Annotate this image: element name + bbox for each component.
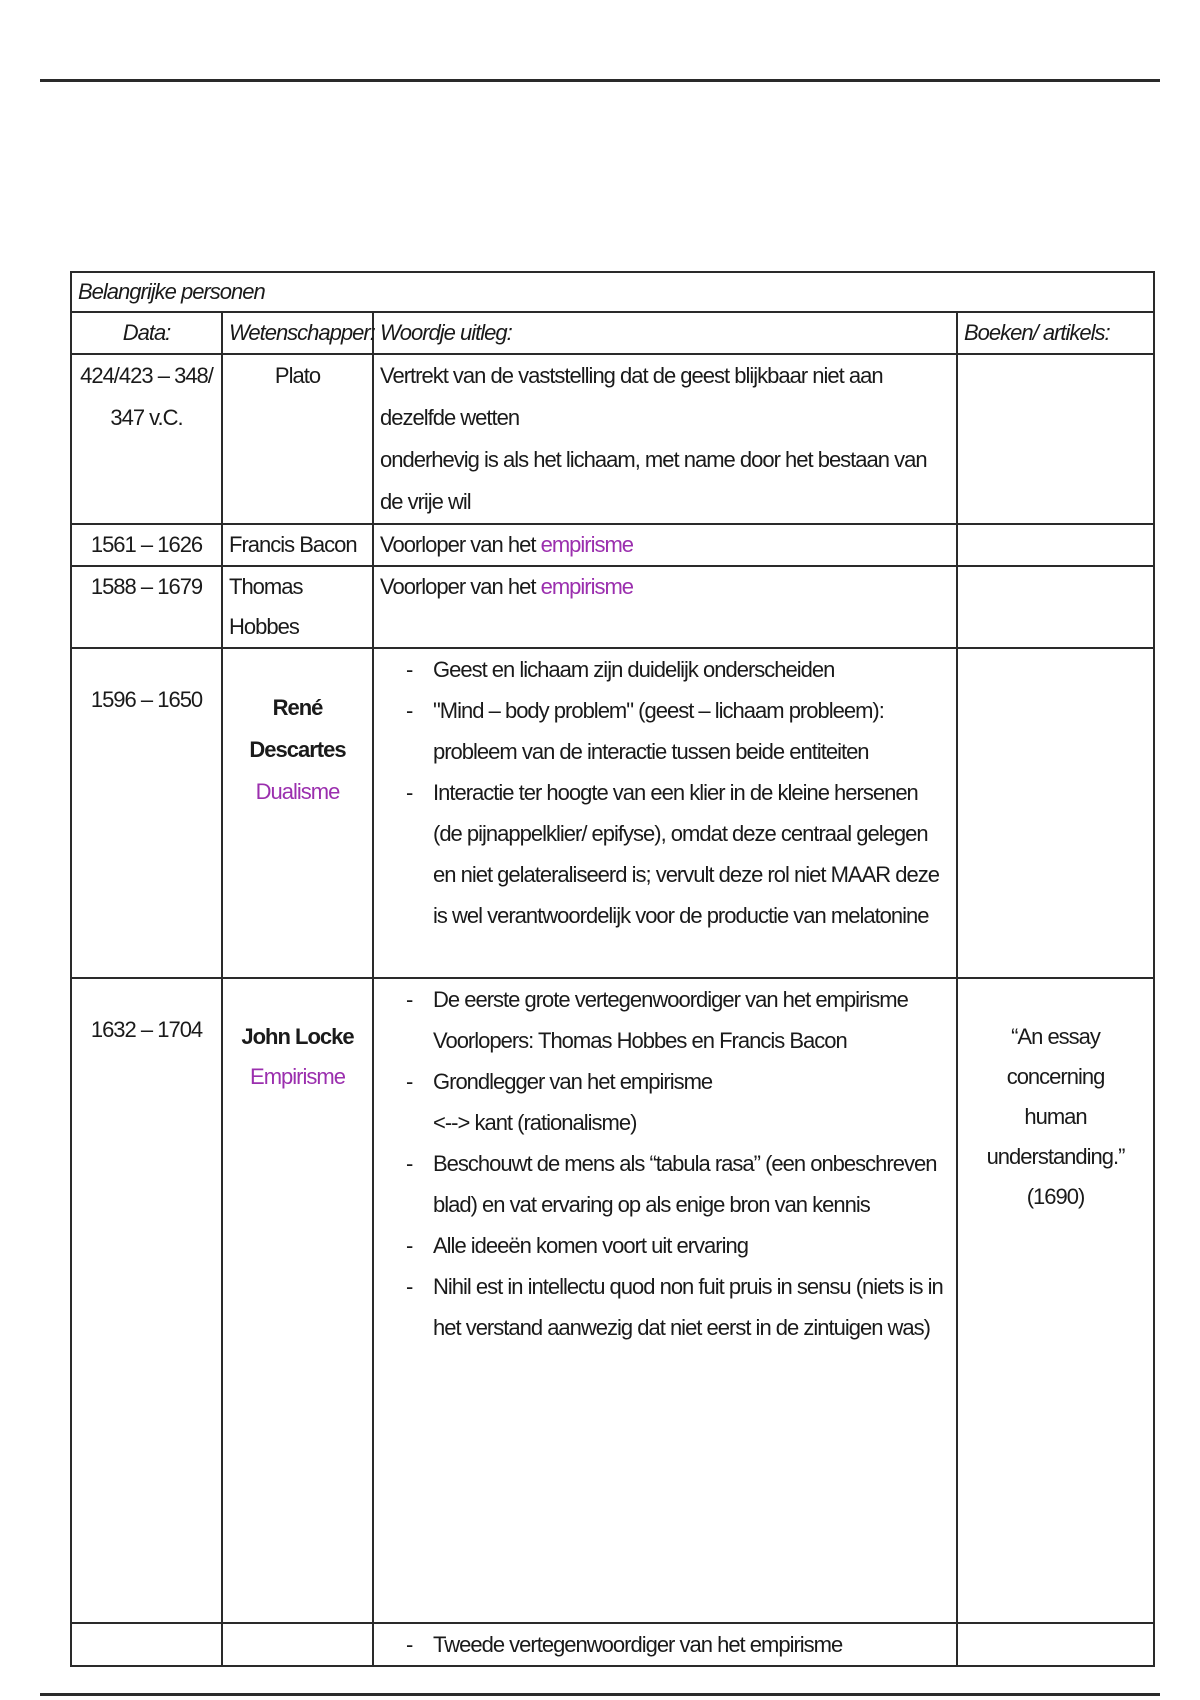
- explanation-cell: [373, 978, 957, 1623]
- table-row: [71, 1623, 1154, 1666]
- school-label: Dualisme: [255, 779, 340, 804]
- scientist-cell: [222, 978, 373, 1623]
- bullet-list: [380, 649, 950, 936]
- books-cell: [957, 648, 1154, 978]
- bullet-item: - Geest en lichaam zijn duidelijk onderscheiden: [380, 649, 950, 690]
- explanation-line: onderhevig is als het lichaam, met name door het bestaan van de vrije wil: [380, 447, 927, 514]
- term-empirisme: empirisme: [540, 532, 634, 557]
- book-title-line: human understanding.”: [986, 1104, 1125, 1169]
- explanation-cell: [373, 648, 957, 978]
- bullet-item: - Interactie ter hoogte van een klier in de kleine hersenen (de pijnappelklier/ epifyse), omdat deze centraal gelegen en niet gelateraliseerd is; vervult deze rol niet MAAR deze is wel verantwoordelijk voor de productie van melatonine: [380, 772, 950, 936]
- date-line: 424/423 – 348/: [80, 363, 213, 388]
- scientist-cell: [222, 648, 373, 978]
- explanation-cell: [373, 354, 957, 524]
- date-cell: [71, 354, 222, 524]
- bullet-item: - Nihil est in intellectu quod non fuit pruis in sensu (niets is in het verstand aanwezig dat niet eerst in de zintuigen was): [380, 1266, 950, 1348]
- table-row: [71, 566, 1154, 648]
- table-row: [71, 648, 1154, 978]
- footer-rule: [40, 1693, 1160, 1696]
- bullet-item: - Beschouwt de mens als “tabula rasa” (een onbeschreven blad) en vat ervaring op als enige bron van kennis: [380, 1143, 950, 1225]
- books-cell: [957, 978, 1154, 1623]
- date-line: 347 v.C.: [110, 405, 183, 430]
- header-data: Data:: [71, 312, 222, 354]
- table-title-row: [71, 272, 1154, 312]
- scientist-name: René Descartes: [249, 695, 346, 762]
- scientist-name: Francis Bacon: [222, 524, 373, 566]
- books-cell: [957, 524, 1154, 566]
- explanation-cell: [373, 566, 957, 648]
- bullet-list: [380, 1061, 950, 1102]
- scientist-name: Thomas Hobbes: [222, 566, 373, 648]
- bullet-list: [380, 1143, 950, 1348]
- bullet-list: [380, 1624, 950, 1665]
- book-year: (1690): [1026, 1184, 1085, 1209]
- header-woordje-uitleg: Woordje uitleg:: [373, 312, 957, 354]
- header-boeken: Boeken/ artikels:: [957, 312, 1154, 354]
- table-title: Belangrijke personen: [71, 272, 1154, 312]
- header-wetenschapper: Wetenschapper:: [222, 312, 373, 354]
- book-title-line: “An essay concerning: [1006, 1024, 1105, 1089]
- books-cell: [957, 354, 1154, 524]
- date-cell: 1596 – 1650: [71, 648, 222, 978]
- bullet-text: De eerste grote vertegenwoordiger van het empirisme: [433, 987, 908, 1012]
- table-row: [71, 978, 1154, 1623]
- explanation-text: Voorloper van het: [380, 574, 541, 599]
- table-row: [71, 524, 1154, 566]
- date-cell: 1588 – 1679: [71, 566, 222, 648]
- header-rule: [40, 79, 1160, 82]
- school-label: Empirisme: [250, 1064, 345, 1089]
- explanation-cell: [373, 1623, 957, 1666]
- bullet-item: - "Mind – body problem" (geest – lichaam probleem): probleem van de interactie tussen beide entiteiten: [380, 690, 950, 772]
- explanation-text: Voorloper van het: [380, 532, 541, 557]
- bullet-item: - Grondlegger van het empirisme: [380, 1061, 950, 1102]
- scientist-cell: [222, 1623, 373, 1666]
- table-header-row: [71, 312, 1154, 354]
- books-cell: [957, 1623, 1154, 1666]
- bullet-item: - Tweede vertegenwoordiger van het empirisme: [380, 1624, 950, 1665]
- bullet-item: [380, 979, 950, 1020]
- bullet-subline: Voorlopers: Thomas Hobbes en Francis Bacon: [433, 1028, 847, 1053]
- explanation-line: Vertrekt van de vaststelling dat de geest blijkbaar niet aan dezelfde wetten: [380, 363, 883, 430]
- scientist-name: John Locke: [241, 1024, 354, 1049]
- term-empirisme: empirisme: [540, 574, 634, 599]
- date-cell: [71, 1623, 222, 1666]
- bullet-item: - Alle ideeën komen voort uit ervaring: [380, 1225, 950, 1266]
- table-row: [71, 354, 1154, 524]
- bullet-subline: <--> kant (rationalisme): [433, 1110, 637, 1135]
- scientist-name: Plato: [222, 354, 373, 524]
- explanation-cell: [373, 524, 957, 566]
- books-cell: [957, 566, 1154, 648]
- date-cell: 1561 – 1626: [71, 524, 222, 566]
- persons-table: [70, 271, 1155, 1667]
- date-cell: 1632 – 1704: [71, 978, 222, 1623]
- bullet-list: [380, 979, 950, 1020]
